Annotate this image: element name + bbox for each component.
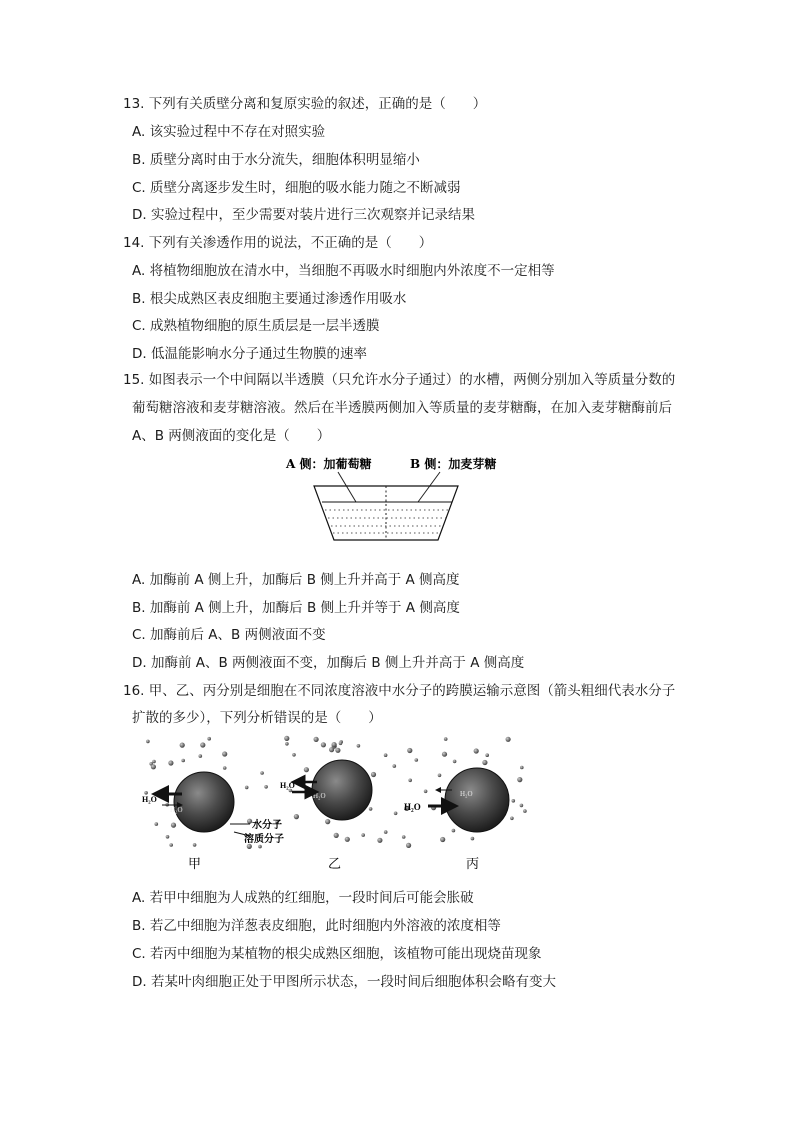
molecule-dot <box>258 845 262 849</box>
molecule-dot <box>444 737 448 741</box>
molecule-dot <box>523 809 527 813</box>
molecule-dot <box>402 835 406 839</box>
molecule-dot <box>377 838 382 843</box>
molecule-dot <box>393 764 397 768</box>
molecule-dot <box>357 744 361 748</box>
molecule-dot <box>245 786 249 790</box>
legend-solute-molecule: 溶质分子 <box>244 834 284 845</box>
cell-osmosis-figure <box>132 732 530 874</box>
molecule-dot <box>369 807 373 811</box>
molecule-dot <box>361 833 365 837</box>
water-tank-diagram <box>278 452 518 552</box>
q13-option-c: C. 质壁分离逐步发生时，细胞的吸水能力随之不断减弱 <box>132 180 461 196</box>
label-jia: 甲 <box>188 856 202 871</box>
molecule-dot <box>517 777 522 782</box>
molecule-dot <box>384 830 388 834</box>
molecule-dot <box>512 799 516 803</box>
molecule-dot <box>180 743 185 748</box>
molecule-dot <box>332 742 337 747</box>
h2o-label-bing-in: H₂O <box>460 790 473 798</box>
q16-option-d: D. 若某叶肉细胞正处于甲图所示状态，一段时间后细胞体积会略有变大 <box>132 974 556 990</box>
molecule-dot <box>285 742 289 746</box>
question-15-stem-line-2: 葡萄糖溶液和麦芽糖溶液。然后在半透膜两侧加入等质量的麦芽糖酶，在加入麦芽糖酶前后 <box>132 400 672 416</box>
cell-yi <box>312 760 372 820</box>
tank-label-b: B 侧：加麦芽糖 <box>410 457 497 471</box>
molecule-dot <box>334 833 339 838</box>
q15-option-c: C. 加酶前后 A、B 两侧液面不变 <box>132 627 326 643</box>
molecule-dot <box>155 822 159 826</box>
molecule-dot <box>485 753 489 757</box>
molecule-dot <box>452 829 456 833</box>
molecule-dot <box>181 759 185 763</box>
molecule-dot <box>471 837 475 841</box>
question-15-stem-line-3: A、B 两侧液面的变化是（ ） <box>132 428 331 444</box>
molecule-dot <box>510 817 514 821</box>
molecule-dot <box>394 812 398 816</box>
h2o-label-jia-in: H₂O <box>170 806 183 814</box>
molecule-dot <box>438 774 442 778</box>
q14-option-d: D. 低温能影响水分子通过生物膜的速率 <box>132 346 367 362</box>
molecule-dot <box>384 753 388 757</box>
label-yi: 乙 <box>328 856 342 871</box>
molecule-dot <box>406 843 411 848</box>
q13-option-d: D. 实验过程中，至少需要对装片进行三次观察并记录结果 <box>132 207 475 223</box>
label-a-pointer <box>338 472 356 502</box>
molecule-dot <box>264 785 268 789</box>
h2o-label-bing-out: H₂O <box>404 802 421 812</box>
question-15-stem-line-1: 15. 如图表示一个中间隔以半透膜（只允许水分子通过）的水槽，两侧分别加入等质量分数的 <box>123 372 676 388</box>
q13-option-a: A. 该实验过程中不存在对照实验 <box>132 124 326 140</box>
molecule-dot <box>152 760 156 764</box>
q15-option-a: A. 加酶前 A 侧上升，加酶后 B 侧上升并高于 A 侧高度 <box>132 572 460 588</box>
q16-option-a: A. 若甲中细胞为人成熟的红细胞，一段时间后可能会胀破 <box>132 890 474 906</box>
molecule-dot <box>294 814 299 819</box>
molecule-dot <box>415 758 419 762</box>
molecule-dot <box>260 771 264 775</box>
tank-label-a: A 侧：加葡萄糖 <box>286 457 372 471</box>
cell-osmosis-diagram <box>132 732 530 874</box>
q14-option-a: A. 将植物细胞放在清水中，当细胞不再吸水时细胞内外浓度不一定相等 <box>132 263 555 279</box>
question-14-stem: 14. 下列有关渗透作用的说法，不正确的是（ ） <box>123 235 433 251</box>
molecule-dot <box>171 823 176 828</box>
molecule-dot <box>442 752 447 757</box>
molecule-dot <box>329 747 334 752</box>
molecule-dot <box>166 835 170 839</box>
q15-option-b: B. 加酶前 A 侧上升，加酶后 B 侧上升并等于 A 侧高度 <box>132 600 460 616</box>
legend-water-molecule: 水分子 <box>252 820 282 831</box>
molecule-dot <box>321 742 326 747</box>
cell-bing <box>445 768 509 832</box>
q14-option-c: C. 成熟植物细胞的原生质层是一层半透膜 <box>132 318 380 334</box>
molecule-dot <box>169 843 173 847</box>
molecule-dot <box>408 779 412 783</box>
molecule-dot <box>200 742 205 747</box>
q14-option-b: B. 根尖成熟区表皮细胞主要通过渗透作用吸水 <box>132 291 407 307</box>
q13-option-b: B. 质壁分离时由于水分流失，细胞体积明显缩小 <box>132 152 420 168</box>
label-bing: 丙 <box>466 856 480 871</box>
molecule-dot <box>474 748 479 753</box>
molecule-dot <box>407 748 412 753</box>
molecule-dot <box>335 748 340 753</box>
h2o-label-jia-out: H₂O <box>142 795 157 804</box>
molecule-dot <box>199 754 203 758</box>
q16-option-c: C. 若丙中细胞为某植物的根尖成熟区细胞，该植物可能出现烧苗现象 <box>132 946 542 962</box>
q15-option-d: D. 加酶前 A、B 两侧液面不变，加酶后 B 侧上升并高于 A 侧高度 <box>132 655 525 671</box>
molecule-dot <box>345 837 350 842</box>
molecule-dot <box>284 736 289 741</box>
molecule-dot <box>440 837 445 842</box>
molecule-dot <box>146 740 150 744</box>
molecule-dot <box>482 760 487 765</box>
question-16-stem-line-2: 扩散的多少），下列分析错误的是（ ） <box>132 710 382 726</box>
molecule-dot <box>193 843 197 847</box>
label-b-pointer <box>418 472 440 502</box>
molecule-dot <box>520 766 524 770</box>
h2o-label-yi-out: H₂O <box>280 781 295 790</box>
molecule-dot <box>304 767 309 772</box>
molecule-dot <box>424 790 428 794</box>
molecule-dot <box>325 819 330 824</box>
molecule-dot <box>168 760 173 765</box>
question-16-stem-line-1: 16. 甲、乙、丙分别是细胞在不同浓度溶液中水分子的跨膜运输示意图（箭头粗细代表水分子 <box>123 683 676 699</box>
molecule-dot <box>453 760 457 764</box>
molecule-dot <box>339 742 343 746</box>
molecule-dot <box>292 753 296 757</box>
q16-option-b: B. 若乙中细胞为洋葱表皮细胞，此时细胞内外溶液的浓度相等 <box>132 918 501 934</box>
molecule-dot <box>222 751 227 756</box>
molecule-dot <box>207 737 211 741</box>
molecule-dot <box>371 772 376 777</box>
molecule-dot <box>520 804 524 808</box>
cell-jia <box>174 772 234 832</box>
molecule-dot <box>151 764 156 769</box>
molecule-dot <box>506 737 511 742</box>
question-13-stem: 13. 下列有关质壁分离和复原实验的叙述，正确的是（ ） <box>123 96 487 112</box>
molecule-dot <box>314 737 319 742</box>
molecule-dot <box>223 766 227 770</box>
water-tank-figure <box>278 452 518 552</box>
h2o-label-yi-in: H₂O <box>313 792 326 800</box>
